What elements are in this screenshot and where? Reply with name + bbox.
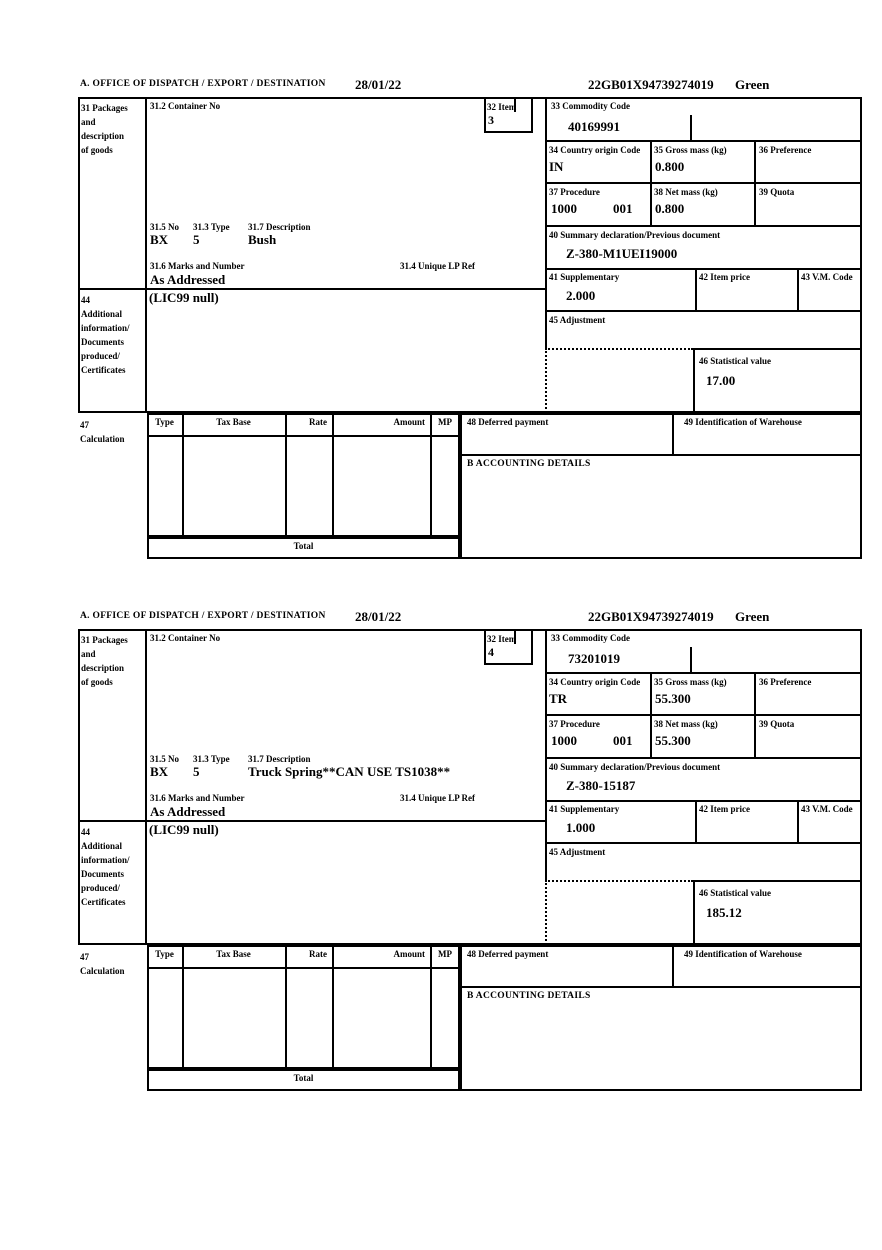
dotted-horizontal-divider	[545, 348, 693, 350]
accounting-details-label: B ACCOUNTING DETAILS	[467, 991, 591, 1001]
box47-label-line: 47	[80, 952, 89, 962]
box31-label-line: description	[81, 663, 125, 673]
box31-label-line: 31 Packages	[81, 103, 128, 113]
previous-document-value: Z-380-15187	[566, 778, 636, 793]
procedure-value: 1000	[551, 733, 577, 748]
taxbase-column-divider	[285, 413, 287, 537]
package-type-value: 5	[193, 232, 200, 247]
box44-label-line: information/	[81, 855, 130, 865]
box31-label-line: of goods	[81, 677, 113, 687]
box44-label-line: Documents	[81, 869, 124, 879]
box47-label-line: Calculation	[80, 966, 125, 976]
declaration-date: 28/01/22	[355, 77, 402, 92]
declaration-reference: 22GB01X94739274019	[588, 609, 714, 624]
additional-info-value: (LIC99 null)	[149, 290, 219, 305]
gross-mass-value: 55.300	[655, 691, 691, 706]
box36-label: 36 Preference	[759, 677, 812, 687]
box44-label	[81, 825, 143, 909]
box40-bottom-line	[545, 800, 862, 802]
tax-base-column-header: Tax Base	[216, 417, 251, 427]
rate-column-header: Rate	[309, 417, 327, 427]
calculation-header-line	[147, 435, 460, 437]
mp-column-header: MP	[438, 417, 452, 427]
box40-label: 40 Summary declaration/Previous document	[549, 230, 721, 240]
box31-label	[81, 101, 143, 157]
box48-box49-divider	[672, 945, 674, 988]
box38-label: 38 Net mass (kg)	[654, 187, 718, 197]
box36-label: 36 Preference	[759, 145, 812, 155]
box31-3-label: 31.3 Type	[193, 754, 230, 764]
box31-4-label: 31.4 Unique LP Ref	[400, 261, 476, 271]
routing-status: Green	[735, 609, 770, 624]
box34-box35-divider	[650, 672, 652, 757]
supplementary-value: 2.000	[566, 288, 596, 303]
amount-column-divider	[430, 945, 432, 1069]
box49-label: 49 Identification of Warehouse	[684, 949, 802, 959]
commodity-code-value: 40169991	[568, 119, 620, 134]
box44-label-line: Certificates	[81, 897, 126, 907]
item-number: 4	[488, 645, 494, 659]
box40-bottom-line	[545, 268, 862, 270]
left-label-column-divider	[145, 97, 147, 413]
box33-bottom-line	[545, 672, 862, 674]
box44-label-line: 44	[81, 295, 90, 305]
box31-2-label: 31.2 Container No	[150, 101, 221, 111]
box45-label: 45 Adjustment	[549, 847, 606, 857]
type-column-divider	[182, 413, 184, 537]
box44-label-line: Documents	[81, 337, 124, 347]
type-column-header: Type	[155, 417, 174, 427]
box40-label: 40 Summary declaration/Previous document	[549, 762, 721, 772]
box34-label: 34 Country origin Code	[549, 145, 641, 155]
box32-label: 32 Item	[487, 102, 517, 112]
box48-box49-divider	[672, 413, 674, 456]
box34-label: 34 Country origin Code	[549, 677, 641, 687]
type-column-divider	[182, 945, 184, 1069]
box37-label: 37 Procedure	[549, 187, 600, 197]
box44-label-line: information/	[81, 323, 130, 333]
box43-label: 43 V.M. Code	[801, 804, 853, 814]
box41-label: 41 Supplementary	[549, 804, 620, 814]
total-label: Total	[293, 1073, 314, 1083]
box41-label: 41 Supplementary	[549, 272, 620, 282]
box31-7-label: 31.7 Description	[248, 754, 311, 764]
package-number-value: BX	[150, 764, 169, 779]
calculation-table	[147, 945, 460, 1069]
box46-label: 46 Statistical value	[699, 356, 771, 366]
amount-column-header: Amount	[393, 949, 425, 959]
country-origin-value: TR	[549, 691, 568, 706]
box44-label	[81, 293, 143, 377]
dotted-horizontal-divider	[545, 880, 693, 882]
tax-base-column-header: Tax Base	[216, 949, 251, 959]
total-label: Total	[293, 541, 314, 551]
left-label-column-divider	[145, 629, 147, 945]
box35-label: 35 Gross mass (kg)	[654, 145, 727, 155]
box31-label-line: and	[81, 649, 96, 659]
statistical-value: 17.00	[706, 373, 736, 388]
accounting-details-label: B ACCOUNTING DETAILS	[467, 459, 591, 469]
net-mass-value: 55.300	[655, 733, 691, 748]
box35-box36-divider	[754, 140, 756, 225]
country-origin-value: IN	[549, 159, 564, 174]
rate-column-header: Rate	[309, 949, 327, 959]
box44-label-line: produced/	[81, 351, 120, 361]
box31-5-label: 31.5 No	[150, 222, 179, 232]
box44-label-line: Certificates	[81, 365, 126, 375]
routing-status: Green	[735, 77, 770, 92]
box31-3-label: 31.3 Type	[193, 222, 230, 232]
box42-box43-divider	[797, 268, 799, 310]
box33-inner-divider	[690, 647, 692, 672]
office-of-dispatch-label: A. OFFICE OF DISPATCH / EXPORT / DESTINATION	[80, 79, 326, 89]
mp-column-header: MP	[438, 949, 452, 959]
box48-label: 48 Deferred payment	[467, 417, 549, 427]
box47-label	[80, 950, 142, 978]
box47-label	[80, 418, 142, 446]
box33-inner-divider	[690, 115, 692, 140]
net-mass-value: 0.800	[655, 201, 685, 216]
box42-box43-divider	[797, 800, 799, 842]
additional-info-value: (LIC99 null)	[149, 822, 219, 837]
goods-description-value: Truck Spring**CAN USE TS1038**	[248, 764, 451, 779]
box41-row-bottom-line	[545, 310, 862, 312]
declaration-date: 28/01/22	[355, 609, 402, 624]
box31-7-label: 31.7 Description	[248, 222, 311, 232]
box45-label: 45 Adjustment	[549, 315, 606, 325]
box31-label-line: of goods	[81, 145, 113, 155]
box37-row-bottom-line	[545, 225, 862, 227]
box47-label-line: Calculation	[80, 434, 125, 444]
declaration-item-section	[0, 607, 882, 1107]
rate-column-divider	[332, 945, 334, 1069]
type-column-header: Type	[155, 949, 174, 959]
box41-row-bottom-line	[545, 842, 862, 844]
box41-box42-divider	[695, 268, 697, 310]
item-number: 3	[488, 113, 494, 127]
amount-column-header: Amount	[393, 417, 425, 427]
commodity-code-value: 73201019	[568, 651, 620, 666]
box39-label: 39 Quota	[759, 187, 795, 197]
box33-bottom-line	[545, 140, 862, 142]
box35-label: 35 Gross mass (kg)	[654, 677, 727, 687]
box43-label: 43 V.M. Code	[801, 272, 853, 282]
box47-label-line: 47	[80, 420, 89, 430]
supplementary-value: 1.000	[566, 820, 596, 835]
marks-and-number-value: As Addressed	[150, 272, 226, 287]
box31-label	[81, 633, 143, 689]
box49-label: 49 Identification of Warehouse	[684, 417, 802, 427]
box31-2-label: 31.2 Container No	[150, 633, 221, 643]
box41-box42-divider	[695, 800, 697, 842]
box34-row-bottom-line	[545, 714, 862, 716]
box32-label: 32 Item	[487, 634, 517, 644]
box42-label: 42 Item price	[699, 804, 750, 814]
box33-label: 33 Commodity Code	[551, 101, 630, 111]
gross-mass-value: 0.800	[655, 159, 685, 174]
box44-label-line: Additional	[81, 309, 123, 319]
goods-description-value: Bush	[248, 232, 277, 247]
box31-6-label: 31.6 Marks and Number	[150, 793, 245, 803]
amount-column-divider	[430, 413, 432, 537]
declaration-item-section	[0, 75, 882, 575]
box38-label: 38 Net mass (kg)	[654, 719, 718, 729]
dotted-vertical-divider	[545, 348, 547, 413]
package-type-value: 5	[193, 764, 200, 779]
package-number-value: BX	[150, 232, 169, 247]
box31-label-line: 31 Packages	[81, 635, 128, 645]
box31-label-line: and	[81, 117, 96, 127]
calculation-table	[147, 413, 460, 537]
procedure-value-2: 001	[613, 733, 633, 748]
office-of-dispatch-label: A. OFFICE OF DISPATCH / EXPORT / DESTINATION	[80, 611, 326, 621]
declaration-reference: 22GB01X94739274019	[588, 77, 714, 92]
box31-label-line: description	[81, 131, 125, 141]
box34-row-bottom-line	[545, 182, 862, 184]
box34-box35-divider	[650, 140, 652, 225]
box44-label-line: 44	[81, 827, 90, 837]
box31-5-label: 31.5 No	[150, 754, 179, 764]
calculation-header-line	[147, 967, 460, 969]
statistical-value: 185.12	[706, 905, 742, 920]
box44-label-line: produced/	[81, 883, 120, 893]
procedure-value: 1000	[551, 201, 577, 216]
rate-column-divider	[332, 413, 334, 537]
box39-label: 39 Quota	[759, 719, 795, 729]
procedure-value-2: 001	[613, 201, 633, 216]
marks-and-number-value: As Addressed	[150, 804, 226, 819]
box37-row-bottom-line	[545, 757, 862, 759]
box33-label: 33 Commodity Code	[551, 633, 630, 643]
box31-6-label: 31.6 Marks and Number	[150, 261, 245, 271]
box44-label-line: Additional	[81, 841, 123, 851]
box42-label: 42 Item price	[699, 272, 750, 282]
taxbase-column-divider	[285, 945, 287, 1069]
box31-4-label: 31.4 Unique LP Ref	[400, 793, 476, 803]
box48-label: 48 Deferred payment	[467, 949, 549, 959]
previous-document-value: Z-380-M1UEI19000	[566, 246, 678, 261]
box46-label: 46 Statistical value	[699, 888, 771, 898]
box37-label: 37 Procedure	[549, 719, 600, 729]
dotted-vertical-divider	[545, 880, 547, 945]
box35-box36-divider	[754, 672, 756, 757]
